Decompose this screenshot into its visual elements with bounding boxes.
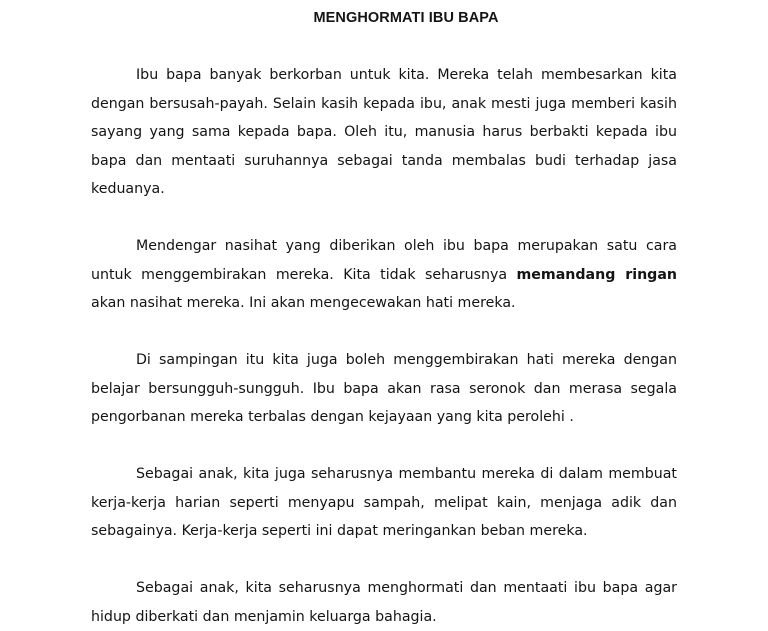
paragraph-5: Sebagai anak, kita seharusnya menghormati dan mentaati ibu bapa agar hidup diberkati dan menjamin keluarga bahagia. (91, 580, 677, 625)
paragraph-1: Ibu bapa banyak berkorban untuk kita. Mereka telah membesarkan kita dengan bersusah-payah. Selain kasih kepada ibu, anak mesti juga memberi kasih sayang yang sama kepada bapa. Oleh itu, manusia harus berbakti kepada ibu bapa dan mentaati suruhannya sebagai tanda membalas budi terhadap jasa keduanya. (91, 67, 677, 197)
document-title: MENGHORMATI IBU BAPA (313, 10, 499, 26)
paragraph-2 (91, 232, 677, 318)
paragraph-4: Sebagai anak, kita juga seharusnya membantu mereka di dalam membuat kerja-kerja harian seperti menyapu sampah, melipat kain, menjaga adik dan sebagainya. Kerja-kerja seperti ini dapat meringankan beban mereka. (91, 466, 677, 539)
paragraph-3: Di sampingan itu kita juga boleh menggembirakan hati mereka dengan belajar bersungguh-sungguh. Ibu bapa akan rasa seronok dan merasa segala pengorbanan mereka terbalas dengan kejayaan yang kita perolehi . (91, 352, 677, 425)
paragraph-2-text-after: akan nasihat mereka. Ini akan mengecewakan hati mereka. (91, 295, 516, 311)
paragraph-2-text-before: Mendengar nasihat yang diberikan oleh ibu bapa merupakan satu cara untuk menggembirakan mereka. Kita tidak seharusnya (91, 238, 677, 283)
paragraph-2-bold-phrase: memandang ringan (516, 266, 678, 283)
